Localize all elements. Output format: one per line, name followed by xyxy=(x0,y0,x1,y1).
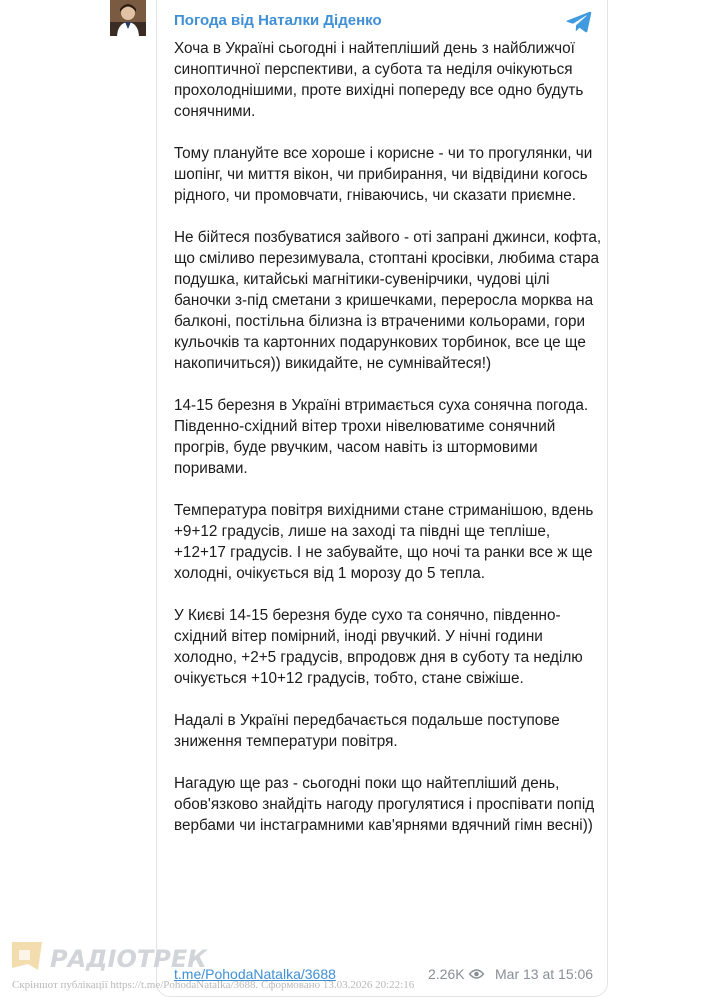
channel-name[interactable]: Погода від Наталки Діденко xyxy=(174,12,382,29)
watermark-logo-text: РАДІОТРЕК xyxy=(50,945,207,973)
channel-avatar-photo xyxy=(110,0,146,36)
channel-avatar[interactable] xyxy=(110,0,146,36)
telegram-icon[interactable] xyxy=(566,11,592,33)
post-card xyxy=(156,0,608,997)
views-count: 2.26K xyxy=(428,966,465,982)
post-text: Хоча в Україні сьогодні і найтепліший день з найближчої синоптичної перспективи, а субота та неділя очікуються прохолоднішими, проте вихідні попереду все одно будуть сонячними. Тому плануйте все хороше і корисне - чи то прогулянки, чи шопінг, чи миття вікон, чи прибирання, чи відвідини когось рідного, чи промовчати, гніваючись, чи сказати приємне. Не бійтеся позбуватися зайвого - оті зaпрані джинси, кофта, що сміливо перезимувала, стоптані кросівки, любима стара подушка, китайські магнітики-сувенірчики, чудові цілі баночки з-під сметани з кришечками, переросла морква на балконі, постільна білизна із втраченими кольорами, гори кульочків та картонних подарункових торбинок, все це ще накопичиться)) викидайте, не сумнівайтеся!) 14-15 березня в Україні втримається суха сонячна погода. Південно-східний вітер трохи нівелюватиме сонячний прогрів, буде рвучким, часом навіть із штормовими поривами. Температура повітря вихідними стане стриманішою, вдень +9+12 градусів, лише на заході та півдні ще тепліше, +12+17 градусів. І не забувайте, що ночі та ранки все ж ще холодні, очікується від 1 морозу до 5 тепла. У Києві 14-15 березня буде сухо та сонячно, південно-східний вітер помірний, іноді рвучкий. У нічні години холодно, +2+5 градусів, впродовж дня в суботу та неділю очікується +10+12 градусів, тобто, стане свіжіше. Надалі в Україні передбачається подальше поступове зниження температури повітря. Нагадую ще раз - сьогодні поки що найтепліший день, обов'язково знайдіть нагоду прогулятися і проспівати попід вербами чи інстаграмними кав'ярнями вдячний гімн весні)) xyxy=(174,40,602,834)
watermark-caption: Скріншот публікації https://t.me/PohodaNatalka/3688. Сформовано 13.03.2026 20:22:16 xyxy=(12,979,415,991)
post-date[interactable]: Mar 13 at 15:06 xyxy=(495,966,594,982)
radiotrek-watermark-logo xyxy=(10,938,207,974)
eye-icon xyxy=(469,968,484,980)
post-link[interactable]: t.me/PohodaNatalka/3688 xyxy=(174,966,336,982)
